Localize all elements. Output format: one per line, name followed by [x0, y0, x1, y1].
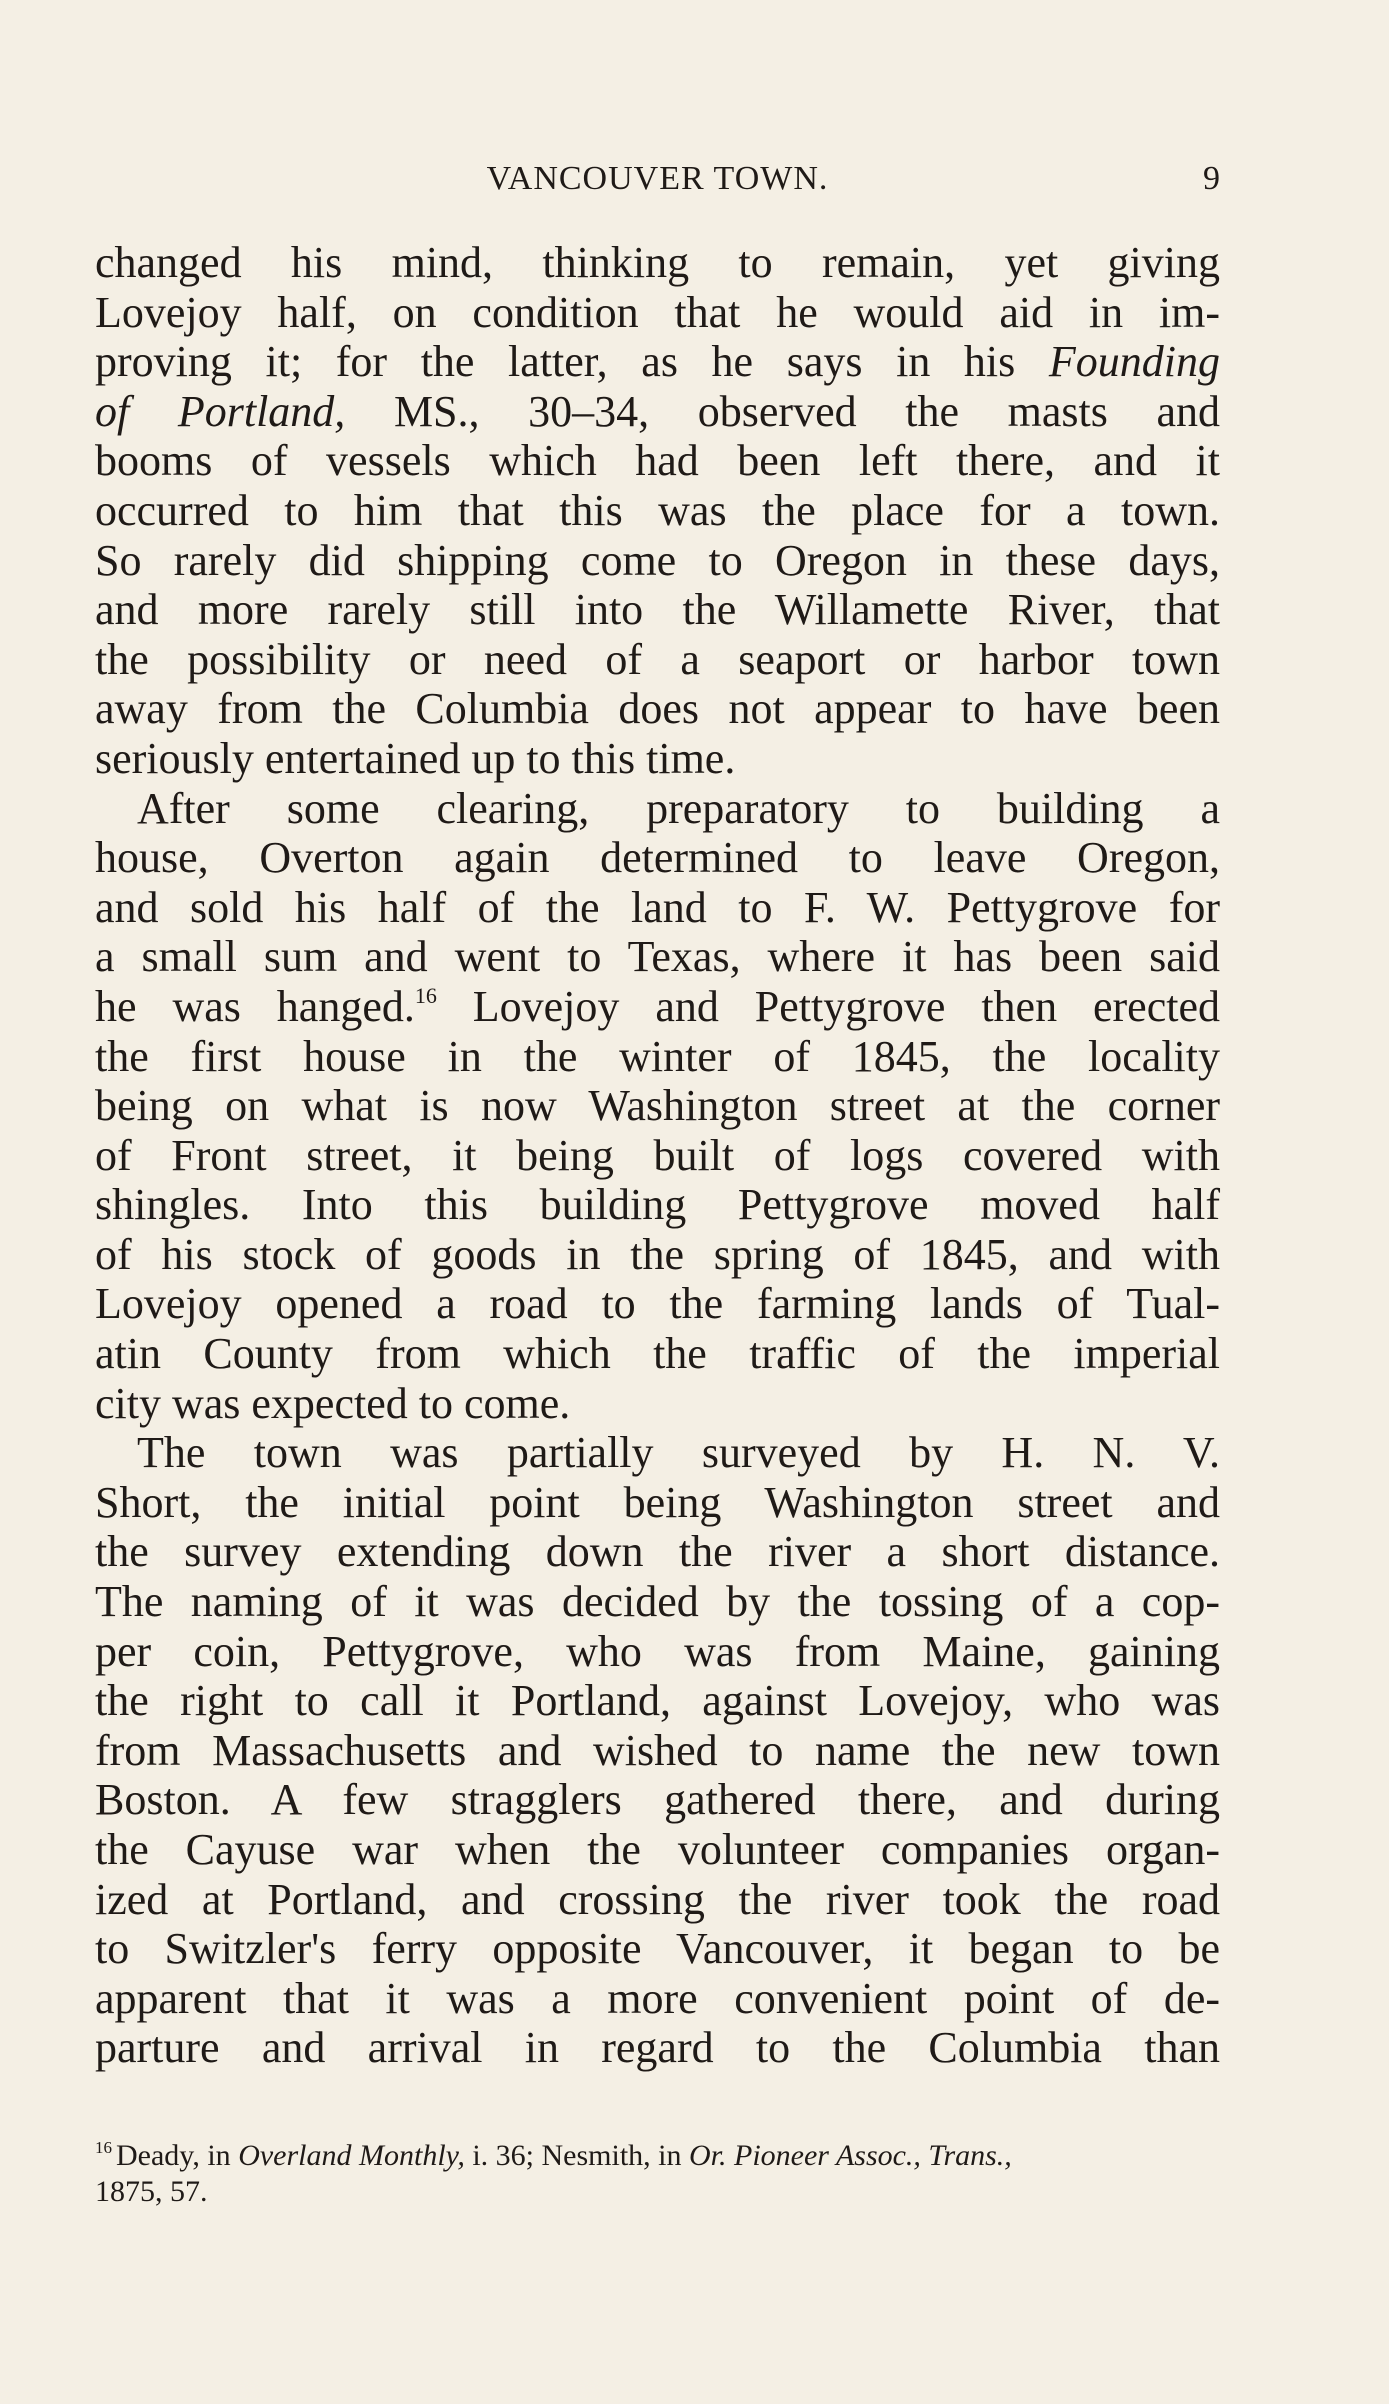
footnote-reference: 16: [414, 982, 437, 1008]
text-line: of Front street, it being built of logs covered with: [95, 1130, 1220, 1180]
text-line: Boston. A few stragglers gathered there, and during: [95, 1775, 1220, 1825]
text-line: per coin, Pettygrove, who was from Maine, gaining: [95, 1626, 1220, 1676]
running-head: [95, 160, 1220, 210]
text-line: the Cayuse war when the volunteer companies organ-: [95, 1825, 1220, 1874]
text-line: and sold his half of the land to F. W. Pettygrove for: [95, 882, 1220, 932]
text-line: Lovejoy opened a road to the farming lands of Tual-: [95, 1279, 1220, 1329]
text-line: changed his mind, thinking to remain, yet giving: [95, 238, 1220, 287]
text-line: The naming of it was decided by the tossing of a cop-: [95, 1577, 1220, 1627]
text-line: shingles. Into this building Pettygrove moved half: [95, 1180, 1220, 1230]
footnote-line: 1875, 57.: [95, 2175, 208, 2208]
text-line: city was expected to come.: [95, 1378, 571, 1428]
text-line: away from the Columbia does not appear to have been: [95, 684, 1220, 734]
text-line: house, Overton again determined to leave Oregon,: [95, 833, 1220, 883]
text-line: parture and arrival in regard to the Columbia than: [95, 2023, 1220, 2073]
text-line: Short, the initial point being Washington street and: [95, 1477, 1220, 1527]
text-line: the right to call it Portland, against Lovejoy, who was: [95, 1676, 1220, 1726]
text-line: occurred to him that this was the place for a town.: [95, 485, 1220, 535]
text-line: he was hanged.$^{16}$ Lovejoy and Pettygrove then erected: [95, 981, 1220, 1031]
book-title-italic: Founding: [1048, 337, 1220, 387]
text-line: The town was partially surveyed by H. N. V.: [137, 1428, 1220, 1478]
footnote: [95, 2138, 1220, 2210]
text-line: After some clearing, preparatory to building a: [137, 783, 1220, 833]
text-line: proving it; for the latter, as he says in his Founding: [95, 337, 1220, 387]
text-line: the first house in the winter of 1845, the locality: [95, 1031, 1220, 1081]
text-line: to Switzler's ferry opposite Vancouver, it began to be: [95, 1924, 1220, 1974]
text-line: and more rarely still into the Willamette River, that: [95, 585, 1220, 635]
text-line: the survey extending down the river a short distance.: [95, 1527, 1220, 1577]
text-line: So rarely did shipping come to Oregon in these days,: [95, 535, 1220, 585]
text-line: of his stock of goods in the spring of 1845, and with: [95, 1229, 1220, 1279]
text-line: from Massachusetts and wished to name the new town: [95, 1725, 1220, 1775]
body-text: [95, 238, 1220, 2073]
footnote-mark: 16: [95, 2138, 112, 2157]
page-number: 9: [1203, 160, 1220, 197]
text-line: apparent that it was a more convenient point of de-: [95, 1973, 1220, 2023]
text-line: Lovejoy half, on condition that he would aid in im-: [95, 287, 1220, 337]
book-title-italic: of Portland,: [95, 386, 346, 436]
text-line: seriously entertained up to this time.: [95, 733, 736, 783]
footnote-line: $^{16}$ Deady, in Overland Monthly, i. 36; Nesmith, in Or. Pioneer Assoc., Trans.,: [95, 2138, 1012, 2172]
text-line: being on what is now Washington street at the corner: [95, 1081, 1220, 1131]
text-line: the possibility or need of a seaport or harbor town: [95, 634, 1220, 684]
text-line: atin County from which the traffic of the imperial: [95, 1329, 1220, 1379]
text-line: ized at Portland, and crossing the river took the road: [95, 1874, 1220, 1924]
text-line: a small sum and went to Texas, where it has been said: [95, 932, 1220, 982]
text-line: of Portland, MS., 30–34, observed the masts and: [95, 386, 1220, 436]
running-title: VANCOUVER TOWN.: [486, 160, 829, 197]
text-line: booms of vessels which had been left there, and it: [95, 436, 1220, 486]
